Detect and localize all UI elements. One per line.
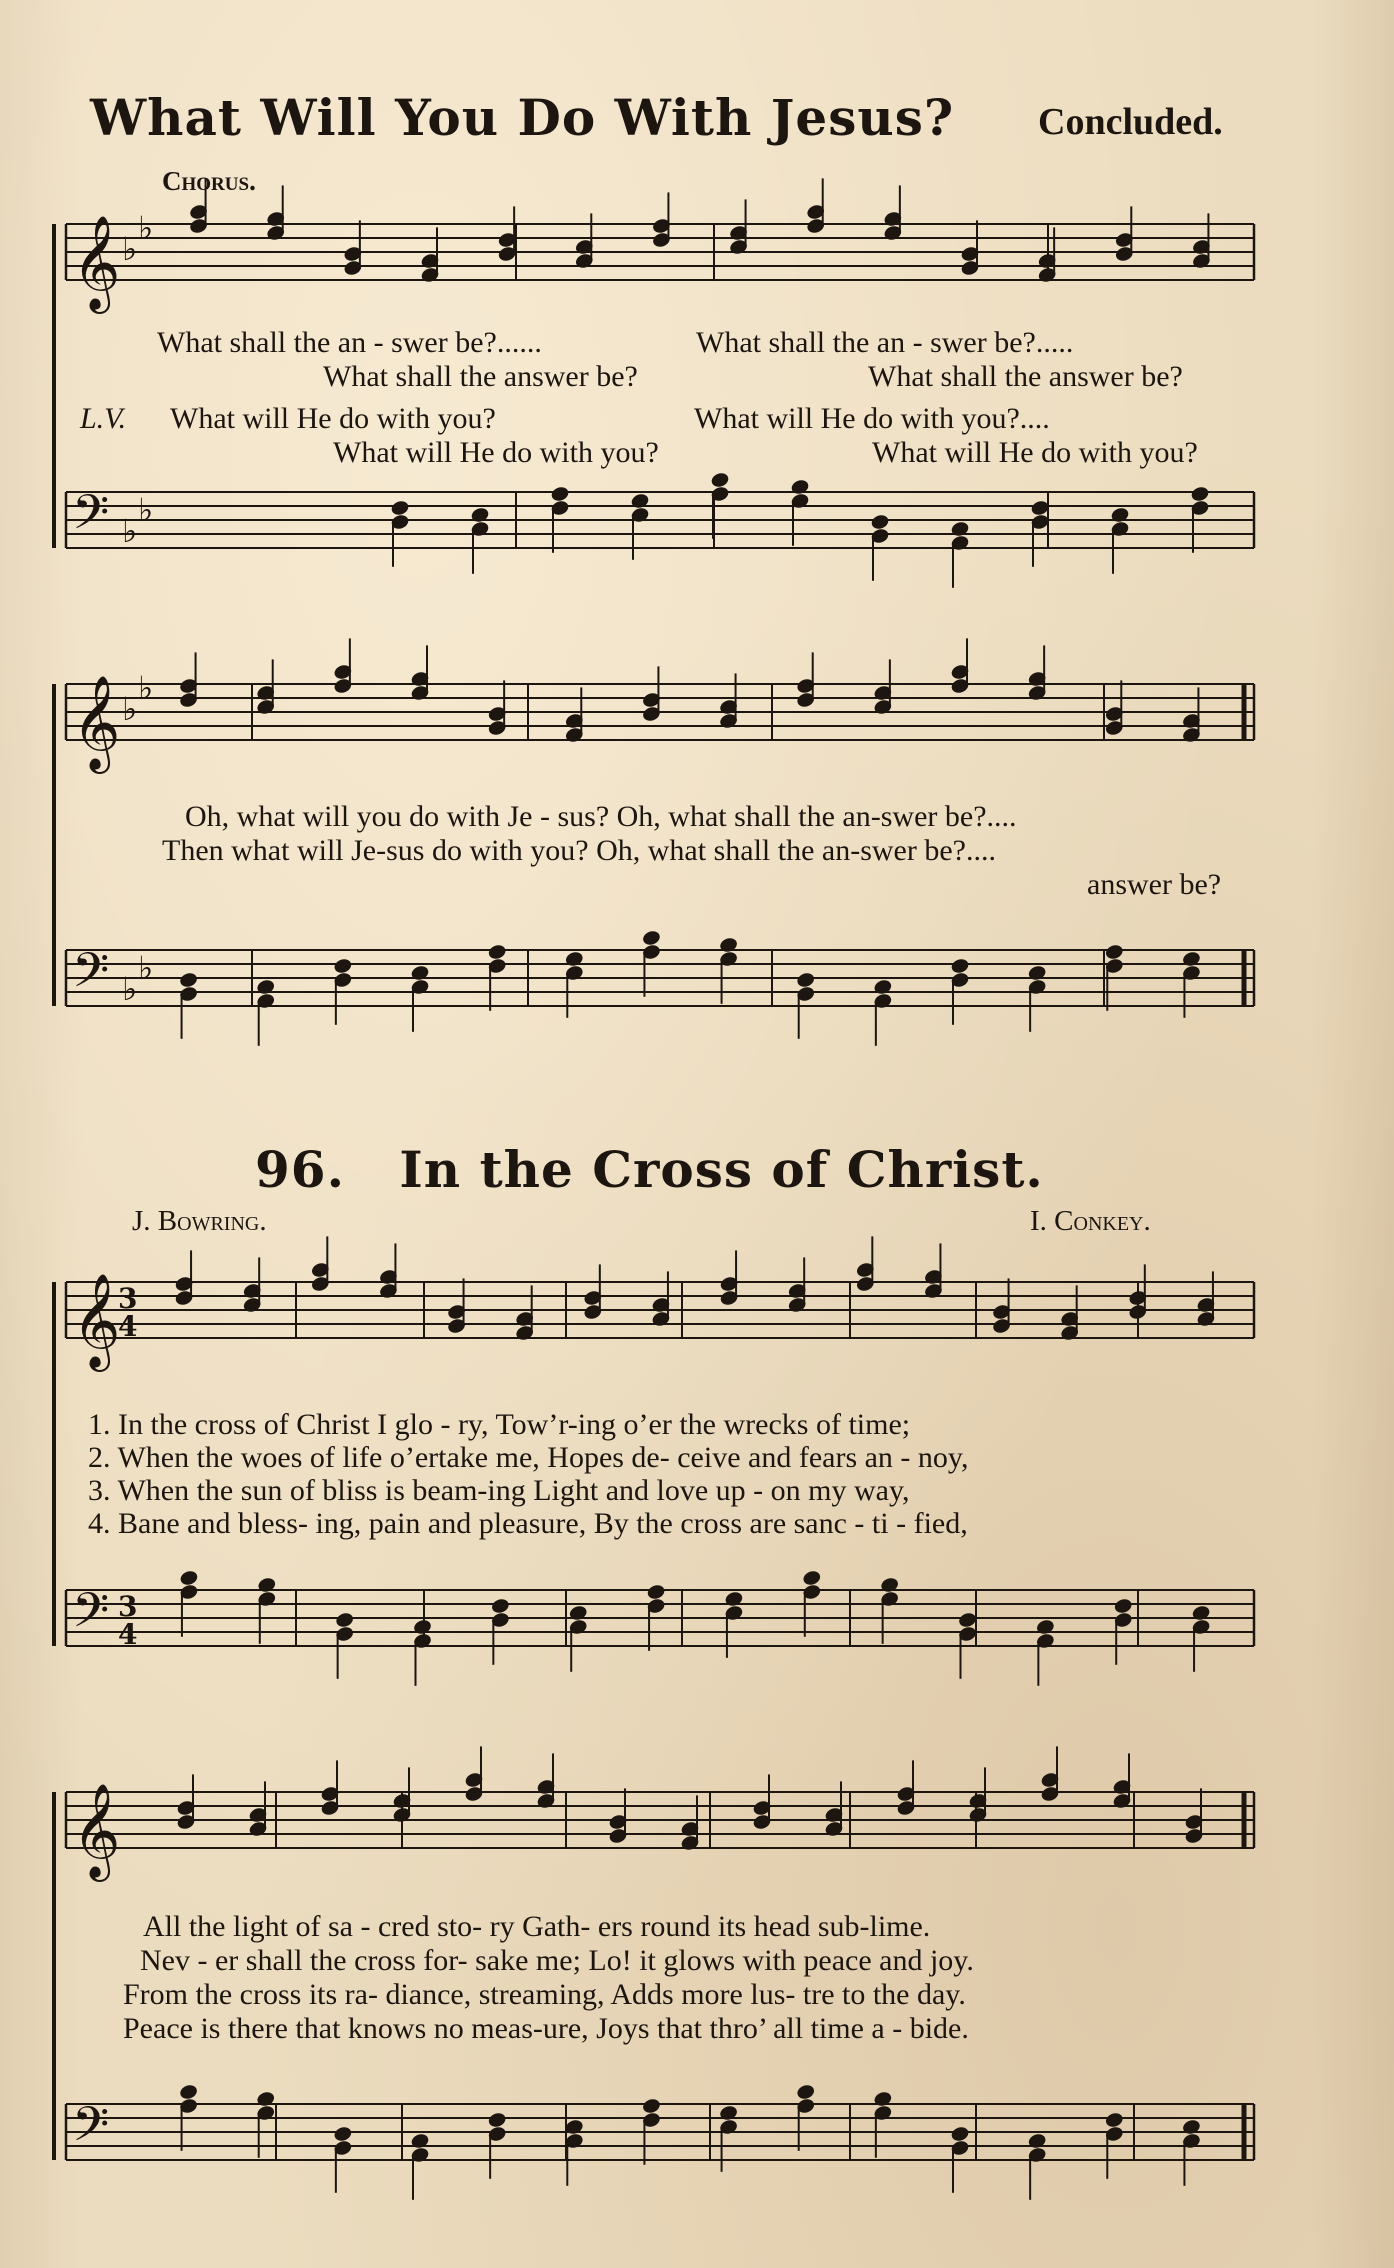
note-head-icon [178,2083,198,2101]
note-head-icon [641,2097,661,2115]
note-head-icon [568,1604,588,1622]
note-head-icon [1027,964,1047,982]
note-head-icon [490,1597,510,1615]
note-head-icon [796,971,816,989]
note-head-icon [870,513,890,531]
note-head-icon [1113,1597,1133,1615]
lyric-line: What shall the answer be? [323,360,638,393]
composer-credit: I. Conkey. [1030,1205,1151,1237]
note-head-icon [802,1569,822,1587]
note-head-icon [873,2090,893,2108]
note-head-icon [390,499,410,517]
note-head-icon [412,1618,432,1636]
flat-icon: ♭ [138,949,154,987]
lyric-line: What shall the an - swer be?...... [157,326,542,359]
hymn-number: 96. [255,1140,345,1199]
verse-line: 1. In the cross of Christ I glo - ry, Tow’r-ing o’er the wrecks of time; [88,1408,911,1441]
note-head-icon [550,485,570,503]
concluded-label: Concluded. [1038,101,1223,143]
flat-icon: ♭ [138,209,154,247]
note-head-icon [257,1576,277,1594]
note-head-icon [1191,1604,1211,1622]
verse-line: From the cross its ra- diance, streaming, Adds more lus- tre to the day. [123,1978,966,2011]
note-head-icon [178,971,198,989]
flat-icon: ♭ [122,690,138,728]
hymn-title: What Will You Do With Jesus? [90,88,955,147]
lyric-line: answer be? [1087,868,1222,901]
flat-icon: ♭ [122,230,138,268]
note-head-icon [564,2118,584,2136]
note-head-icon [256,978,276,996]
verse-line: 3. When the sun of bliss is beam-ing Light and love up - on my way, [88,1474,910,1507]
lyric-line: What will He do with you? [333,436,659,469]
treble-clef-icon: 𝄞 [72,215,121,310]
verse-line: Peace is there that knows no meas-ure, Joys that thro’ all time a - bide. [123,2012,969,2045]
treble-clef-icon: 𝄞 [72,1783,121,1878]
note-head-icon [564,950,584,968]
treble-clef-icon: 𝄞 [72,675,121,770]
verse-line: All the light of sa - cred sto- ry Gath- ers round its head sub-lime. [143,1910,931,1943]
note-head-icon [630,492,650,510]
note-head-icon [718,2104,738,2122]
note-head-icon [487,943,507,961]
note-head-icon [724,1590,744,1608]
flat-icon: ♭ [138,491,154,529]
flat-icon: ♭ [122,512,138,550]
note-head-icon [1190,485,1210,503]
note-head-icon [957,1611,977,1629]
lyric-line: What shall the answer be? [868,360,1183,393]
note-head-icon [333,957,353,975]
bass-clef-icon: 𝄢 [72,2096,110,2164]
note-head-icon [1110,506,1130,524]
flat-icon: ♭ [122,970,138,1008]
note-head-icon [1035,1618,1055,1636]
note-head-icon [1104,943,1124,961]
note-head-icon [1181,2118,1201,2136]
flat-icon: ♭ [138,669,154,707]
verse-line: Nev - er shall the cross for- sake me; Lo! it glows with peace and joy. [140,1944,974,1977]
time-signature-icon: 3 [118,1282,138,1315]
lyric-line: Oh, what will you do with Je - sus? Oh, what shall the an-swer be?.... [185,800,1017,833]
note-head-icon [487,2111,507,2129]
note-head-icon [470,506,490,524]
chorus-label: Chorus. [162,166,256,196]
lyric-line: What will He do with you? [170,402,496,435]
verse-line: 4. Bane and bless- ing, pain and pleasure, By the cross are sanc - ti - fied, [88,1507,968,1540]
time-signature-icon: 4 [118,1618,138,1651]
note-head-icon [256,2090,276,2108]
note-head-icon [1104,2111,1124,2129]
bass-clef-icon: 𝄢 [72,1582,110,1650]
bass-clef-icon: 𝄢 [72,484,110,552]
note-head-icon [796,2083,816,2101]
note-head-icon [710,471,730,489]
note-head-icon [950,2125,970,2143]
note-head-icon [950,520,970,538]
lyric-line: What will He do with you? [872,436,1198,469]
note-head-icon [879,1576,899,1594]
hymn-title-text: In the Cross of Christ. [399,1140,1044,1199]
treble-clef-icon: 𝄞 [72,1273,121,1368]
note-head-icon [790,478,810,496]
bass-clef-icon: 𝄢 [72,942,110,1010]
time-signature-icon: 4 [118,1310,138,1343]
lv-marker: L.V. [80,402,127,435]
lyric-line: What shall the an - swer be?..... [696,326,1074,359]
lyric-line: Then what will Je-sus do with you? Oh, what shall the an-swer be?.... [162,834,996,867]
note-head-icon [179,1569,199,1587]
note-head-icon [410,964,430,982]
time-signature-icon: 3 [118,1590,138,1623]
note-head-icon [410,2132,430,2150]
note-head-icon [718,936,738,954]
note-head-icon [334,1611,354,1629]
note-head-icon [950,957,970,975]
lyric-line: What will He do with you?.... [694,402,1050,435]
note-head-icon [333,2125,353,2143]
note-head-icon [873,978,893,996]
lyricist-credit: J. Bowring. [132,1205,267,1237]
note-head-icon [1181,950,1201,968]
note-head-icon [646,1583,666,1601]
verse-line: 2. When the woes of life o’ertake me, Hopes de- ceive and fears an - noy, [88,1441,969,1474]
note-head-icon [1027,2132,1047,2150]
note-head-icon [641,929,661,947]
